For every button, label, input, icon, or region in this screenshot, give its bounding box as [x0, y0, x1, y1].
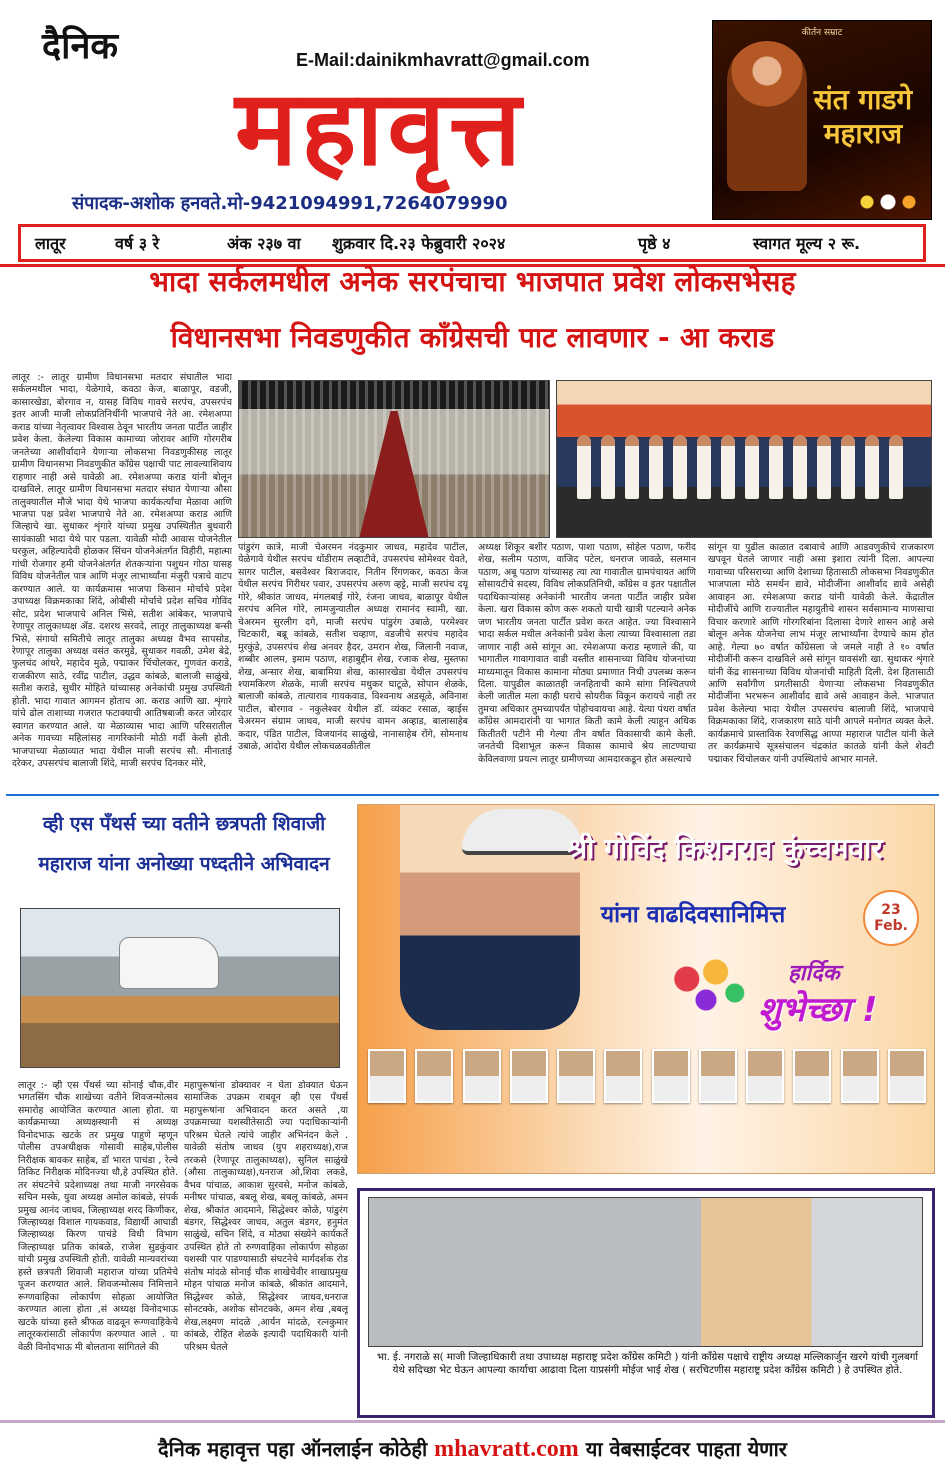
well-wisher-photo — [415, 1049, 453, 1103]
well-wisher-photo — [604, 1049, 642, 1103]
stage-person — [865, 435, 879, 499]
flowers-image — [853, 191, 923, 213]
advert-title: संत गाडगे महाराज — [813, 83, 913, 150]
headline-line-2: विधानसभा निवडणुकीत काँग्रेसची पाट लावणार - आ कराड — [170, 321, 775, 354]
ambulance-vehicle — [119, 937, 219, 989]
article1-column-2: पांडुरंग कात्रे, माजी चेअरमन नंदकुमार जाधव, महादेव पाटील, येळेगावे येथील सरपंच धोंडीराम लव्हाटीवे, उपसरपंच सोमेश्वर येवते, सागर पाटील, बसवेश्वर बिराजदार, नितीन रिंगणकर, कवठा केज येथील सरपंच गिरीधर पवार, उपसरपंच अरुण व्हट्टे, माजी सरपंच दयू गोरे, श्रीकांत जाधव, मंगलबाई गोरे, रंजना जाधव, बाळापूर येथील सरपंच अनिल गोरे, लामजुन्यातील अध्यक्ष रामानंद स्वामी, खा. चेअरमन सुरलीग दगे, माजी सरपंच पांडुरंग उबाळे, परमेश्वर चिटकारी, बब्रू कांबळे, सतीश चव्हाण, वडजीचे सरपंच महादेव मुरकुंडे, उपसरपंच शेख अनवर हैदर, उमरान शेख, जिलानी नवाज, शब्बीर आलम, इमाम पठाण, शहाबुद्दीन शेख, रजाक शेख, मुस्तफा शेख, अन्सार शेख, बाबामिया शेख, कासारखेडा येथील उपसरपंच श्यामकिरण शेळके, माजी सरपंच मधुकर घाटूळे, सोपान शेळके, बालाजी कांबळे, तात्याराव गायकवाड, विश्वनाथ अडसूळे, अविनाश पाटील, बोरगाव - नकुलेश्वर येथील डॉ. व्यंकट रसाळ, व्हाईस चेअरमन संग्राम जाधव, माजी सरपंच वामन अव्हाड, बालासाहेब कदार, पंडित पाटील, विजयानंद साळुंखे, नानासाहेब रोंगे, सोमनाथ उबाळे, आंदोरा येथील लोकचळवळीतील — [238, 542, 468, 753]
article2-column-1: लातूर :- व्ही एस पँथर्स च्या सोनाई चौक,वीर भगतसिंग चौक शाखेच्या वतीने शिवजन्मोत्सव समारोह आयोजित करण्यात आला होता. या कार्यक्रमाच्या अध्यक्षस्थानी सं अध्यक्ष विनोदभाऊ खटके तर प्रमुख पाहुणे म्हणून पोलीस उपअधीक्षक गोसावी साहेब,पोलीस निरीक्षक बावकर साहेब, डॉ भारत पाचंडा , रेल्वे तिकिट निरीक्षक मोदिनज्या धौ,हे उपस्थित होते. तर संघटनेचे प्रदेशाध्यक्ष तथा माजी नगरसेवक सचिन मस्के, युवा अध्यक्ष अमोल कांबळे, संपर्क प्रमुख आनंद जाधव, जिल्हाध्यक्ष शरद किणीकर, जिल्हाध्यक्ष विशाल गायकवाड, विद्यार्थी आघाडी जिल्हाध्यक्ष किरण पाचंडे विधी विभाग जिल्हाध्यक्ष प्रतिक कांबळे, राजेश सुडकुंवार यांची प्रमुख उपस्थिती होती. यावेळी मान्यवरांच्या हस्ते छत्रपती शिवाजी महाराज यांच्या प्रतिमेचे पूजन करण्यात आले. शिवजन्मोत्सव निमित्ताने रूग्णवाहिका लोकार्पण सोहळा आयोजित करण्यात आला होता ,सं अध्यक्ष विनोदभाऊ खटके यांच्या हस्ते श्रीफळ वाढवून रूग्णवाहिकेचे लातूरकरांसाठी लोकार्पण करण्यात आले . या वेळी विनोदभाऊ मी बोलताना सांगितले की — [18, 1080, 178, 1353]
stage-person — [721, 435, 735, 499]
meeting-photo-box — [357, 1188, 935, 1418]
stage-person — [673, 435, 687, 499]
stage-person — [889, 435, 903, 499]
well-wisher-photo — [463, 1049, 501, 1103]
birthday-person-name: श्री गोविंद किशनराव कुंच्चमवार — [567, 832, 883, 865]
well-wisher-photo — [557, 1049, 595, 1103]
ambulance-event-photo — [20, 908, 340, 1068]
info-price: स्वागत मूल्य २ रू. — [753, 234, 861, 253]
stage-person — [649, 435, 663, 499]
tulip-bouquet-image — [658, 951, 754, 1021]
meeting-photo-caption: भा. ई. नगराळे स( माजी जिल्हाधिकारी तथा उपाध्यक्ष महाराष्ट्र प्रदेश काँग्रेस कमिटी ) यांनी काँग्रेस पक्षाचे राष्ट्रीय अध्यक्ष मल्लिकार्जुन खरगे यांची गुलबर्गा येथे सदिच्छा भेट घेऊन आपल्या कार्याचा आढावा दिला याप्रसंगी मोईज भाई शेख ( सरचिटणीस महाराष्ट्र प्रदेश काँग्रेस कमिटी ) हे उपस्थित होते. — [376, 1352, 918, 1376]
saint-gadge-advert — [712, 20, 932, 220]
stage-person — [769, 435, 783, 499]
well-wisher-photo — [652, 1049, 690, 1103]
stage-induction-photo — [556, 380, 932, 538]
stage-person — [793, 435, 807, 499]
issue-info-bar — [18, 224, 926, 262]
masthead-daily: दैनिक — [42, 26, 119, 67]
wish-line-2: शुभेच्छा ! — [758, 990, 878, 1030]
info-date: शुक्रवार दि.२३ फेब्रुवारी २०२४ — [332, 234, 506, 253]
wish-line-1: हार्दिक — [788, 961, 840, 986]
headline-line-1: भादा सर्कलमधील अनेक सरपंचाचा भाजपात प्रवेश लोकसभेसह — [149, 265, 796, 298]
article1-column-3: अध्यक्ष शिकूर बशीर पठाण, पाशा पठाण, सोहेल पठाण, फरीद शेख, सलीम पठाण, वाजिद पटेल, धनराज जावळे, सलमान पठाण, अबू पठाण यांच्यासह त्या त्या गावातील ग्रामपंचायत आणि सोसायटीचे सदस्य, विविध लोकप्रतिनिधी, काँग्रेस व इतर पक्षातील पदाधिकाऱ्यांसह अनेकांनी भारतीय जनता पार्टीत जाहीर प्रवेश केला. खरा विकास कोण करू शकतो याची खात्री पटल्याने अनेक जण भारतीय जनता पार्टीत प्रवेश करत आहेत. ज्या विश्वासाने भादा सर्कल मधील अनेकांनी प्रवेश केला त्याच्या विश्वासाला तडा जाणार नाही असे सांगून आ. रमेशअप्पा कराड म्हणाले की, या भागातील गावागावात वाडी वस्तीत शासनाच्या विविध योजनांच्या माध्यमातून विकास कामाना मोठ्या प्रमाणात निधी उपलब्ध करून दिला. यापुढील काळातही जनहिताची कामे सांगा निश्चितपणे केली जातील मला काही घराचे सोयरीक विकून करायचे नाही तर तुमचा अधिकार तुमच्यापर्यंत पोहोचवायचा आहे. येत्या पंधरा वर्षात काँग्रेस आमदारांनी या भागात किती कामे केली त्याहून अधिक कितीतरी पटीने मी गेल्या तीन वर्षात विकासाची कामे केली. जनतेची दिशाभूल करून विकास कामाचे श्रेय लाटण्याचा केविलवाणा प्रयत्न लातूर ग्रामीणच्या आमदारकडून होत असल्याचे — [478, 542, 696, 765]
well-wisher-photo — [793, 1049, 831, 1103]
footer-bar — [0, 1420, 945, 1483]
stage-people-row — [577, 435, 903, 499]
info-year: वर्ष ३ रे — [115, 234, 160, 253]
well-wisher-photo — [841, 1049, 879, 1103]
well-wisher-photo — [888, 1049, 926, 1103]
article1-column-1: लातूर :- लातूर ग्रामीण विधानसभा मतदार संघातील भादा सर्कलमधील भादा, येळेगावे, कवठा केज, बाळापूर, वडजी, कासारखेडा, बोरगाव न, यासह विविध गावचे सरपंच, उपसरपंच इतर आजी माजी लोकप्रतिनिधींनी भाजपाचे नेते आ. रमेशअप्पा कराड यांच्या नेतृत्वावर विश्वास ठेवून भारतीय जनता पार्टीत जाहीर प्रवेश केला. केलेल्या विकास कामाच्या जोरावर आणि गोरगरीब जनतेच्या आशीर्वादाने येणाऱ्या लोकसभा निवडणुकीसह लातूर ग्रामीण विधानसभा निवडणुकीत काँग्रेस पक्षाची पाट लावल्याशिवाय राहणार नाही असे यावेळी आ. रमेशअप्पा कराड यांनी बोलून दाखविले. लातूर ग्रामीण विधानसभा मतदार संघात येणाऱ्या औसा तालुक्यातील मौजे भादा येथे भाजपा कार्यकर्त्यांचा मेळावा आणि भाजपा पक्ष प्रवेश भाजपाचे नेते आ. रमेशअप्पा कराड आणि जिल्हाचे खा. सुधाकर शृंगारे यांच्या प्रमुख उपस्थितीत बुधवारी सायंकाळी भादा येथे पार पडला. यावेळी मोदी आवास योजनेतील घरकुल, अहिल्यादेवी होळकर सिंचन योजनेअंतर्गत विहीरी, महात्मा गांधी रोजगार हमी योजनेअंतर्गत शेतकऱ्यांना पशुधन गोठा यासह विविध योजनेतील पात्र आणि मंजूर लाभार्थ्यांना मंजुरी पत्राचे वाटप करण्यात आले. या कार्यक्रमास भाजपा किसान मोर्चाचे प्रदेश उपाध्यक्ष विक्रमकाका शिंदे, ओबीसी मोर्चाचे प्रदेश सचिव गोविंद सोट, प्रदेश भाजपाचे अनिल भिसे, सतीश आंबेकर, भाजपाचे रेणापूर तालुकाध्यक्ष ॲड. दशरथ सरवदे, लातूर तालुकाध्यक्ष बन्सी भिसे, संगायो समितीचे लातूर तालुका अध्यक्ष वैभव सापसोड, रेणापूर तालुका अध्यक्ष वसंत करमुडे, सुधाकर गवळी, उमेश बेद्रे, फुलचंद आंधरे, महादेव मुळे, पद्माकर चिंचोलकर, गुणवंत कराडे, राजकीरण साठे, रवींद्र पाटील, उद्धव कांबळे, बालाजी साळुंखे, सतीश कराडे, सुधीर मोहिते यांच्यासह अनेकांची प्रमुख उपस्थिती होती. भादा गावात आगमन होताच आ. कराड आणि खा. शृंगारे यांचे ढोल ताशाच्या गजरात फटाक्याची आतिषबाजी करत जोरदार स्वागत करण्यात आले. या मेळाव्यास भादा आणि परिसरातील अनेक गावच्या महिलांसह नागरिकांनी मोठी गर्दी केली होती. भाजपाच्या मेळाव्यात भादा येथील माजी सरपंच सौ. मीनाताई दरेकर, उपसरपंच बालाजी शिंदे, माजी सरपंच दिनकर मोरे, — [12, 372, 232, 770]
article2-heading: व्ही एस पँथर्स च्या वतीने छत्रपती शिवाजी महाराज यांना अनोख्या पध्दतीने अभिवादन — [38, 813, 330, 875]
newspaper-logo: महावृत्त — [234, 67, 526, 189]
well-wisher-photos — [368, 1049, 926, 1149]
editor-contact: संपादक-अशोक हनवते.मो-9421094991,7264079990 — [72, 193, 508, 214]
article1-column-4: सांगून या पुढील काळात दबावाचे आणि आडवणुकीचे राजकारण खपवून घेतले जाणार नाही असा इशारा त्यांनी दिला. आपल्या गावाच्या परिसराच्या आणि देशाच्या हितासाठी लोकसभा निवडणुकीत भाजपाला मोठे समर्थन द्यावे, मोदीजींना आशीर्वाद द्यावे असेही आवाहन आ. रमेशअप्पा कराड यांनी यावेळी केले. केंद्रातील मोदीजींचे आणि राज्यातील महायुतीचे शासन सर्वसामान्य माणसाचा विचार करणारे आणि गोरगरिबांना दिलासा देणारे शासन आहे असे बोलून अनेक योजनेचा लाभ मंजूर लाभार्थ्यांना देण्याचे काम होत आहे. गेल्या ७० वर्षात काँग्रेसला जे जमले नाही ते १० वर्षात मोदीजींनी करून दाखविले असे सांगून यावसंशी खा. सुधाकर शृंगारे यांनी केंद्र शासनाच्या विविध योजनांची माहिती दिली. देश हितासाठी आणि सर्वांगीण प्रगतीसाठी येणाऱ्या लोकसभा निवडणुकीत मोदीजींना भरभरून आशीर्वाद द्यावे असे आवाहन केले. भाजपात प्रवेश केलेल्या भादा येथील उपसरपंच बालाजी शिंदे, भाजपाचे विक्रमकाका शिंदे, राजकारण साठे यांनी आपले मनोगत व्यक्त केले. कार्यक्रमाचे प्रास्ताविक रेवणसिद्ध आप्पा महाराज पाटील यांनी केले तर कार्यक्रमाचे सूत्रसंचालन चंद्रकांत कातळे यांनी केले शेवटी पद्माकर चिंचोलकर यांनी उपस्थितांचे आभार मानले. — [708, 542, 934, 765]
footer-text — [0, 1435, 945, 1463]
article2-column-2: महापुरूषांना डोक्यावर न घेता डोक्यात घेऊन सामाजिक उपक्रम राबवून व्ही एस पँथर्स महापुरूषांना अभिवादन करत असते ,या उपक्रमाच्या यशस्वीतेसाठी ज्या पदाधिकाऱ्यांनी परिश्रम घेतले त्यांचे जाहीर अभिनंदन केले . यावेळी संतोष जाधव (युप शहराध्यक्ष),राज तरकसे (रेणापूर तालुकाध्यक्ष), सुनिल साळुंखे (औसा तालुकाध्यक्ष),धनराज ओ,शिवा लकडे, वैभव पांचाळ, आकाश सुरवसे, मनोज कांबळे, मनीषर पांचाळ, बबलू शेख, बबलू कांबळे, अमन शेख, श्रीकांत आदमाने, सिद्धेश्वर कोळे, पांडुरंग बंडगर, सिद्धेश्वर जाधव, अतुल बंडगर, हनुमंत साळुंखे, सचिन शिंदे, व मोठ्या संख्येने कार्यकर्ते उपस्थित होते तो रुग्णवाहिका लोकार्पण सोहळा यशस्वी पार पाडण्यासाठी संघटनेचे मार्गदर्शक रोड संतोष मांदळे सोनाई चौक शाखेचेवीर शाखाप्रमुख मोहन पांचाळ मनोज कांबळे, श्रीकांत आदमाने, सिद्धेश्वर कोळे, सिद्धेश्वर जाधव,धनराज सोनटक्के, अशोक सोनटक्के, अमन शेख ,बबलू शेख,लक्ष्मण मांदळे ,आर्यन मांदळे, रत्नकुमार कांबळे, रोहित शेळके इत्यादी पदाधिकारी यांनी परिश्रम घेतले — [184, 1080, 348, 1353]
photo-carpet-aisle — [359, 411, 429, 538]
stage-person — [697, 435, 711, 499]
website-link[interactable]: mhavratt.com — [434, 1436, 579, 1462]
well-wisher-photo — [699, 1049, 737, 1103]
well-wisher-photo — [746, 1049, 784, 1103]
meeting-photo — [368, 1197, 923, 1347]
masthead-email: E-Mail:dainikmhavratt@gmail.com — [296, 50, 590, 70]
well-wisher-photo — [368, 1049, 406, 1103]
stage-person — [841, 435, 855, 499]
stage-person — [817, 435, 831, 499]
stage-person — [745, 435, 759, 499]
info-city: लातूर — [35, 234, 66, 253]
advert-small-text: कीर्तन सम्राट — [801, 28, 843, 38]
rally-crowd-photo — [238, 380, 550, 538]
stage-person — [601, 435, 615, 499]
footer-suffix: या वेबसाईटवर पाहता येणार — [585, 1437, 787, 1461]
stage-person — [625, 435, 639, 499]
section-divider — [6, 794, 939, 796]
info-issue: अंक २३७ वा — [227, 234, 301, 253]
birthday-greeting-advert — [357, 804, 935, 1174]
info-pages: पृष्ठे ४ — [638, 234, 671, 253]
stage-person — [577, 435, 591, 499]
footer-prefix: दैनिक महावृत्त पहा ऑनलाईन कोठेही — [158, 1437, 428, 1461]
birthday-occasion: यांना वाढदिवसानिमित्त — [600, 902, 786, 928]
birthday-date-badge: 23 Feb. — [863, 890, 919, 946]
well-wisher-photo — [510, 1049, 548, 1103]
